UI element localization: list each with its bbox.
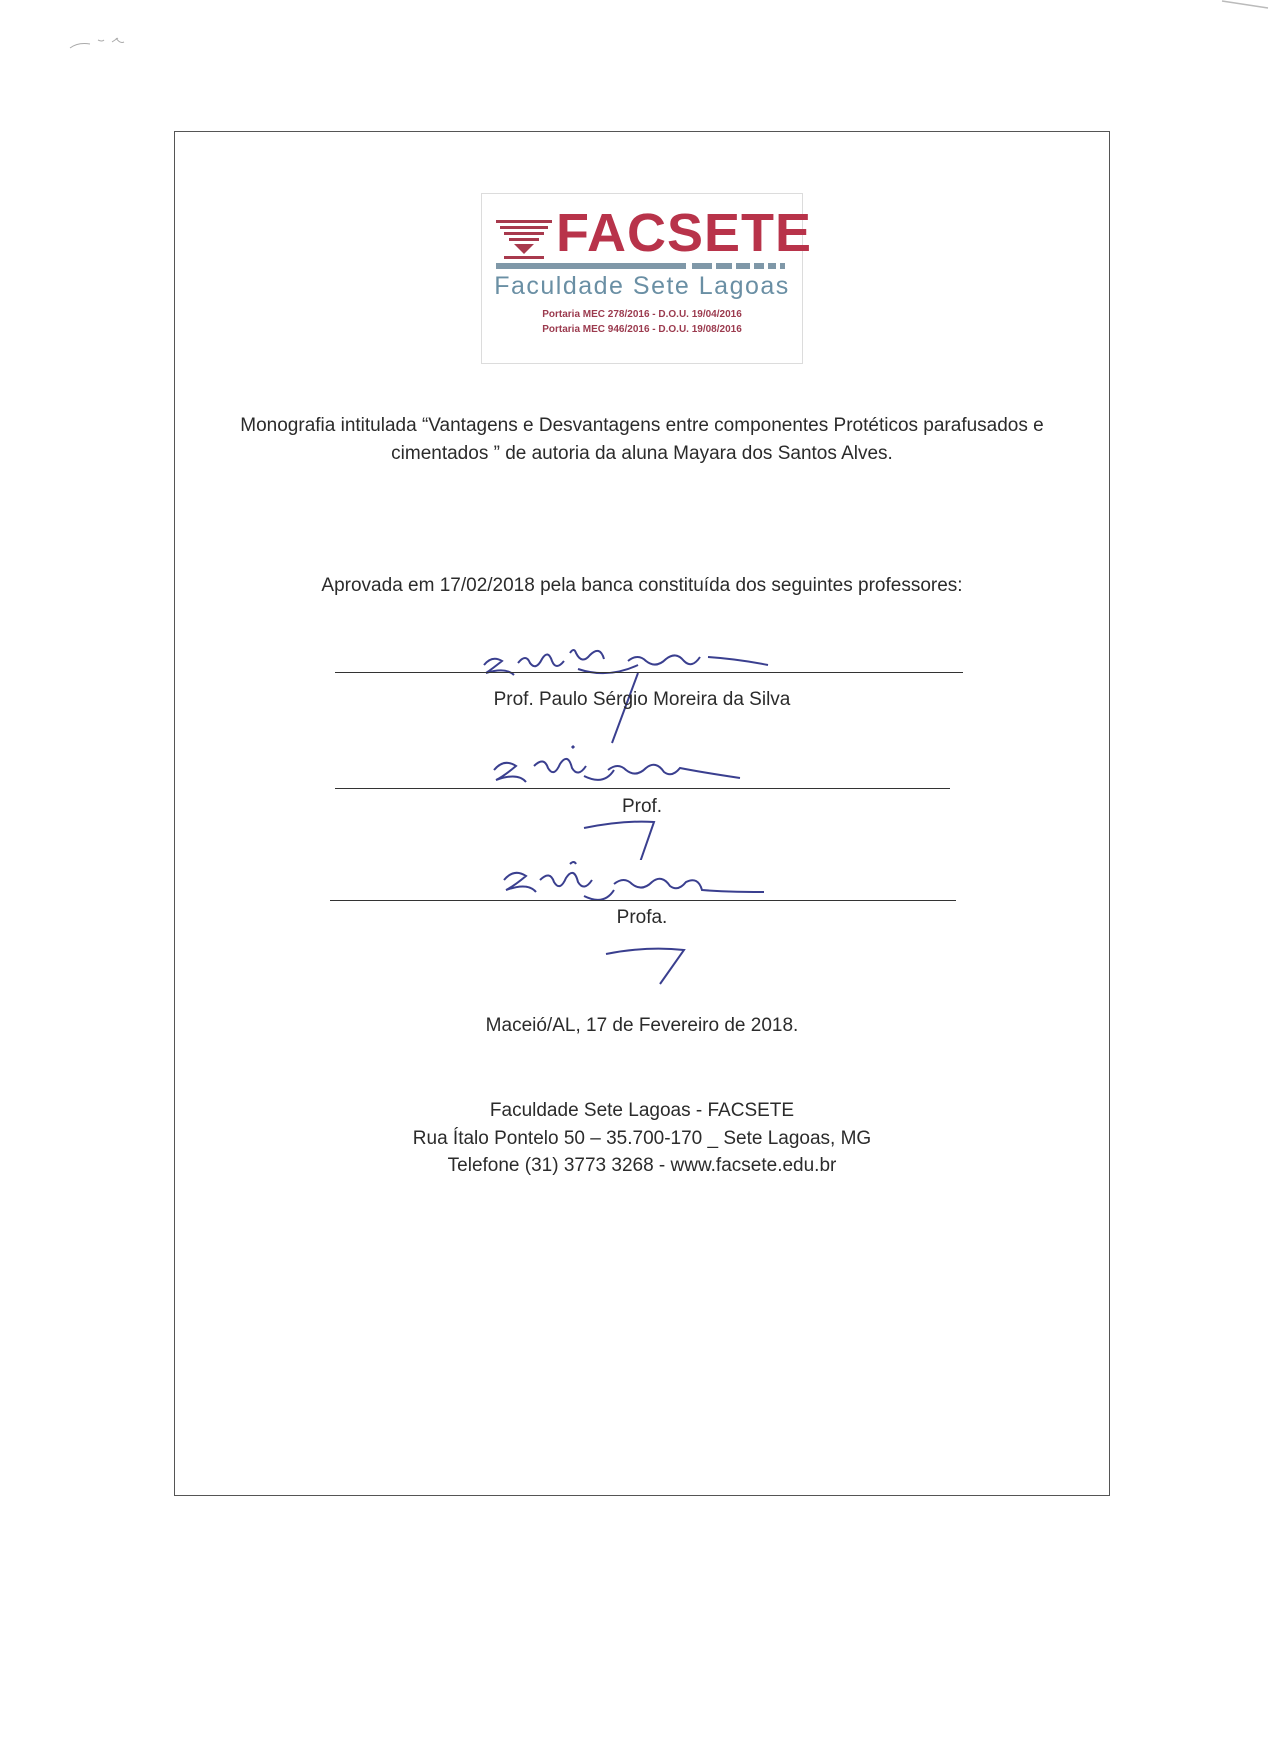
place-date: Maceió/AL, 17 de Fevereiro de 2018. (485, 1015, 799, 1036)
logo-stripe-bar (496, 263, 790, 269)
signatory-2-name: Prof. (621, 796, 663, 817)
monografia-line-1: Monografia intitulada “Vantagens e Desvantagens entre componentes Protéticos parafusados e (240, 415, 1044, 436)
monografia-line-2: cimentados ” de autoria da aluna Mayara dos Santos Alves. (391, 443, 893, 464)
signature-line-1 (335, 672, 963, 673)
signature-line-3 (330, 900, 956, 901)
footer-address: Rua Ítalo Pontelo 50 – 35.700-170 _ Sete Lagoas, MG (412, 1128, 872, 1149)
logo-portaria-1: Portaria MEC 278/2016 - D.O.U. 19/04/2016 (542, 309, 742, 320)
scan-edge-mark (1218, 0, 1276, 12)
footer-institution: Faculdade Sete Lagoas - FACSETE (489, 1100, 795, 1121)
facsete-logo (481, 193, 813, 364)
footer-contact: Telefone (31) 3773 3268 - www.facsete.edu.br (447, 1155, 837, 1176)
logo-subtitle: Faculdade Sete Lagoas (494, 272, 790, 300)
facsete-emblem-icon (496, 220, 552, 262)
aprovada-line: Aprovada em 17/02/2018 pela banca constituída dos seguintes professores: (321, 575, 963, 596)
logo-wordmark: FACSETE (556, 203, 813, 263)
signatory-1-name: Prof. Paulo Sérgio Moreira da Silva (493, 689, 791, 710)
scan-mark (68, 28, 148, 58)
signatory-3-name: Profa. (616, 907, 668, 928)
logo-portaria-2: Portaria MEC 946/2016 - D.O.U. 19/08/2016 (542, 324, 742, 335)
signature-line-2 (335, 788, 950, 789)
